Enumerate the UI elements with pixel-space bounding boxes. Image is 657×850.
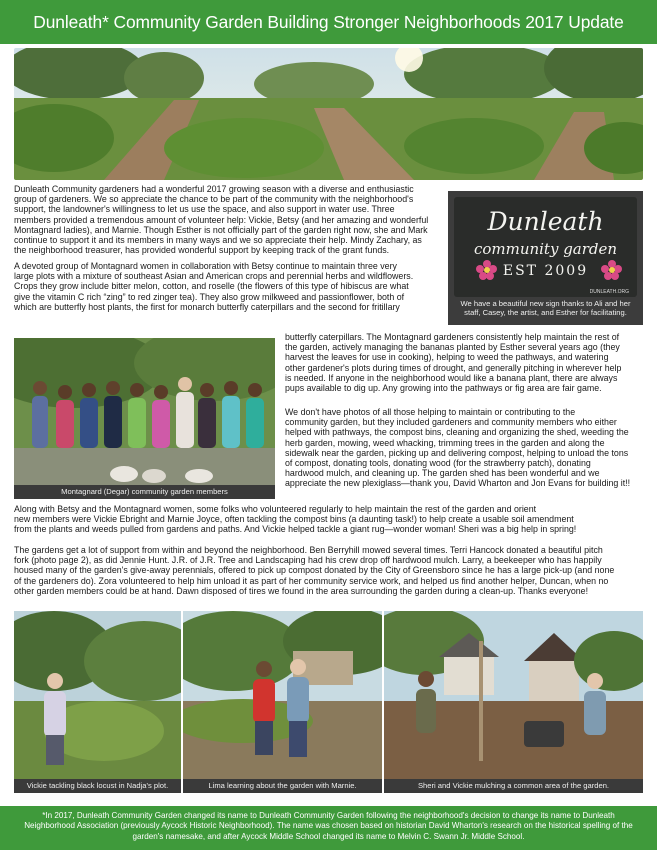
text-line: support, the landowner's willingness to let us use the space, and also support in water use. Three — [14, 204, 395, 215]
sign-url: DUNLEATH.ORG — [589, 289, 629, 295]
text-line: herb garden, mowing, weed whacking, trimming trees in the garden and along the — [285, 437, 605, 448]
sign-title: Dunleath — [487, 207, 604, 236]
sheri-photo — [384, 611, 643, 793]
intro-paragraph — [14, 184, 442, 255]
text-line: of compost, donating tools, donating wood (for the strawberry patch), donating — [285, 458, 591, 469]
montagnard-continued-paragraph — [285, 332, 645, 393]
flower-icon — [601, 259, 623, 281]
garden-hero-photo — [14, 48, 643, 180]
text-line: hardwood mulch, and cleaning up. The garden shed has been wonderful and we — [285, 468, 600, 479]
contributors-paragraph — [285, 407, 645, 489]
text-line: housed many of the garden's give-away perennials, offered to pick up compost donated by the City of Greensboro since he has a large pick-up (and none — [14, 565, 615, 576]
vickie-photo-caption: Vickie tackling black locust in Nadja's plot. — [14, 779, 181, 793]
text-line: group of gardeners. We so appreciate the chance to be part of the community with the neighborhood's — [14, 194, 414, 205]
sign-caption: We have a beautiful new sign thanks to Ali and her staff, Casey, the artist, and Esther for facilitating. — [460, 299, 631, 317]
text-line: the neighborhood treasurer, has provided wonderful support by keeping track of the grant funds. — [14, 245, 390, 256]
garden-sign-photo — [448, 191, 643, 325]
text-line: A devoted group of Montagnard women in collaboration with Betsy continue to maintain three very — [14, 261, 397, 271]
sign-board — [454, 197, 637, 297]
text-line: large plots with a mixture of southeast Asian and American crops and perennial herbs and wildflowers. — [14, 271, 414, 282]
text-line: harvest the leaves for use in cooking), helping to weed the pathways, and watering — [285, 352, 609, 363]
text-line: Along with Betsy and the Montagnard women, some folks who volunteered regularly to help maintain the rest of the garden and orient — [14, 504, 537, 514]
sign-established: EST 2009 — [502, 263, 589, 279]
text-line: of the gardeners do). Zora volunteered to help him unload it as part of her community service work, and helped us find another helper, Duncan, when no — [14, 575, 609, 586]
text-line: fork (photo page 2), as did Jennie Hunt. J.R. of J.R. Tree and Landscaping had his crew drop off hardwood mulch. Larry, a beekeeper who has happily — [14, 555, 602, 566]
text-line: other garden members could be at hand. Dawn disposed of tires we found in the area surrounding the garden during a clean-up. Thanks everyone! — [14, 585, 589, 596]
volunteers-paragraph — [14, 504, 654, 535]
group-photo-caption: Montagnard (Degar) community garden members — [14, 485, 275, 499]
text-line: new members were Vickie Ebright and Marnie Joyce, often tackling the compost bins (a daunting task!) to help create a usable soil amendment — [14, 514, 574, 525]
text-line: helped with pathways, the compost bins, cleaning and organizing the shed, weeding the — [285, 427, 629, 438]
montagnard-group-photo — [14, 338, 275, 499]
text-line: the garden, actively managing the bananas planted by Esther several years ago (they — [285, 342, 620, 353]
text-line: butterfly caterpillars. The Montagnard gardeners consistently help maintain the rest of — [285, 332, 620, 342]
text-line: give the vitamin C rich “zing” to red zinger tea). They also grow milkweed and passionflower, both of — [14, 291, 405, 302]
text-line: Crops they grow include bitter melon, cotton, and roselle (the flowers of this type of hibiscus are what — [14, 281, 409, 292]
text-line: pups available to dig up. Any growing into the pathways or fig area are fair game. — [285, 383, 602, 394]
text-line: We don't have photos of all those helping to maintain or contributing to the — [285, 407, 576, 417]
text-line: community garden, but they included gardeners and community members who either — [285, 417, 617, 428]
vickie-photo — [14, 611, 181, 793]
support-paragraph — [14, 545, 654, 596]
text-line: The gardens get a lot of support from within and beyond the neighborhood. Ben Berryhill mowed several times. Terri Hancock donated a beautiful pitch — [14, 545, 603, 555]
text-line: Montagnard ladies), and Marnie. Though Esther is not officially part of the garden right now, she and Mark — [14, 224, 428, 235]
text-line: members provided a tremendous amount of volunteer help: Vickie, Betsy (and her amazing and wonderful — [14, 214, 429, 225]
page-title: Dunleath* Community Garden Building Stronger Neighborhoods 2017 Update — [0, 0, 657, 44]
text-line: sidewalk near the garden, picking up and delivering compost, helping to unload the tons — [285, 447, 629, 458]
text-line: which are butterfly host plants, the first for monarch butterfly caterpillars and the second for fritillary — [14, 301, 400, 312]
text-line: other gardener's plots during times of drought, and generally pitching in wherever help — [285, 362, 622, 373]
footnote: *In 2017, Dunleath Community Garden changed its name to Dunleath Community Garden following the neighborhood's decision to change its name to Dunleath Neighborhood Association (previously Aycock Historic Neighborhood). The name was chosen based on historian David Wharton's research on the historical spelling of the garden's namesake, and after Aycock Middle School changed its name to Melvin C. Swann Jr. Middle School. — [0, 806, 657, 850]
sheri-photo-caption: Sheri and Vickie mulching a common area of the garden. — [384, 779, 643, 793]
lima-photo-caption: Lima learning about the garden with Marnie. — [183, 779, 382, 793]
text-line: is needed. If anyone in the neighborhood would like a banana plant, there are always — [285, 372, 618, 383]
text-line: appreciate the new plexiglass—thank you, David Wharton and Jon Evans for building it!! — [285, 478, 631, 489]
text-line: Dunleath Community gardeners had a wonderful 2017 growing season with a diverse and enthusiastic — [14, 184, 414, 194]
text-line: from the plants and weeds pulled from gardens and paths. And Vickie helped tackle a giant rug—wonder woman! Sheri was a big help in spring! — [14, 524, 577, 535]
montagnard-paragraph — [14, 261, 442, 312]
lima-photo — [183, 611, 382, 793]
text-line: continue to support it and its members in many ways and we so appreciate their help. Mindy Zachary, as — [14, 235, 422, 246]
flower-icon — [476, 259, 498, 281]
sign-subtitle: community garden — [473, 240, 618, 258]
